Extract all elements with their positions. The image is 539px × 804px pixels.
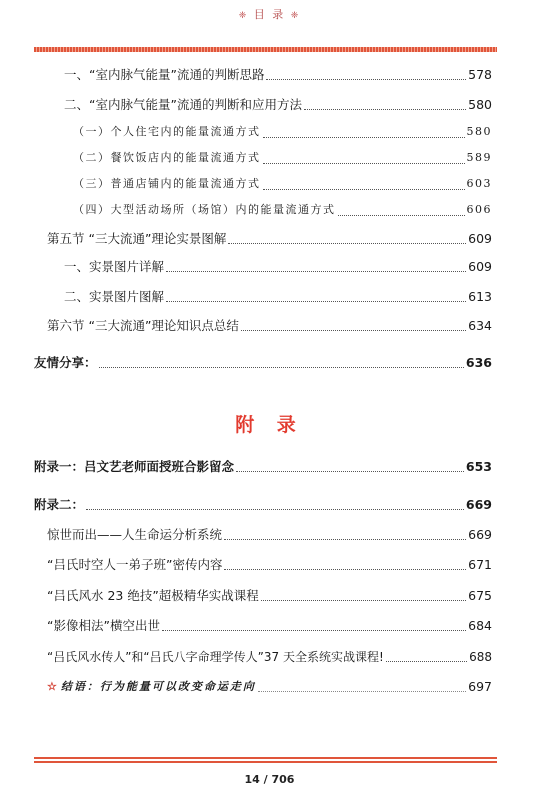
toc-entry[interactable] [73, 201, 492, 219]
toc-entry-label: “吕氏时空人一弟子班”密传内容 [47, 557, 223, 572]
dot-leader [86, 509, 464, 510]
header-title: 目 录 [253, 8, 286, 21]
dot-leader [166, 271, 466, 272]
toc-entry-page: 609 [468, 259, 492, 274]
star-icon: ☆ [47, 680, 59, 693]
toc-entry-page: 636 [465, 355, 492, 370]
toc-entry-page: 606 [466, 203, 492, 216]
toc-entry-page: 603 [466, 177, 492, 190]
bottom-rule [34, 761, 497, 763]
toc-entry[interactable] [34, 496, 492, 514]
toc-entry-label: 一、实景图片详解 [64, 259, 165, 274]
toc-entry-label: “吕氏风水传人”和“吕氏八字命理学传人”37 天全系统实战课程! [47, 650, 384, 664]
toc-entry[interactable] [73, 149, 492, 167]
toc-entry-page: 675 [468, 588, 492, 603]
toc-entry[interactable] [64, 66, 492, 84]
toc-entry-page: 580 [468, 97, 492, 112]
toc-entry[interactable] [64, 258, 492, 276]
page-indicator: 14 / 706 [244, 773, 295, 786]
dot-leader [266, 79, 466, 80]
toc-entry-label: （一）个人住宅内的能量流通方式 [73, 125, 261, 138]
toc-entry-page: 613 [468, 289, 492, 304]
toc-entry[interactable] [64, 96, 492, 114]
toc-entry-page: 684 [468, 618, 492, 633]
toc-entry[interactable] [47, 556, 492, 574]
toc-entry-page: 609 [468, 231, 492, 246]
dot-leader [263, 163, 465, 164]
bottom-rule [34, 757, 497, 759]
toc-entry-page: 589 [466, 151, 492, 164]
toc-entry-page: 578 [468, 67, 492, 82]
toc-entry-page: 671 [468, 557, 492, 572]
toc-entry[interactable] [47, 526, 492, 544]
toc-entry-closing[interactable] [47, 678, 492, 696]
dot-leader [241, 330, 466, 331]
toc-entry[interactable] [47, 230, 492, 248]
toc-entry-label: （四）大型活动场所（场馆）内的能量流通方式 [73, 203, 336, 216]
ornament-icon: ❈ [290, 11, 301, 21]
toc-entry-label: “影像相法”横空出世 [47, 618, 160, 633]
toc-entry-page: 634 [468, 318, 492, 333]
dot-leader [386, 661, 467, 662]
dot-leader [263, 137, 465, 138]
dot-leader [304, 109, 466, 110]
toc-entry-page: 688 [469, 650, 492, 664]
toc-entry-page: 653 [465, 459, 492, 474]
dot-leader [338, 215, 465, 216]
toc-entry-label: 第六节 “三大流通”理论知识点总结 [47, 318, 239, 333]
toc-entry[interactable] [47, 317, 492, 335]
toc-entry-label: 第五节 “三大流通”理论实景图解 [47, 231, 227, 246]
dot-leader [99, 367, 464, 368]
dot-leader [162, 630, 466, 631]
toc-entry-label: （三）普通店铺内的能量流通方式 [73, 177, 261, 190]
toc-entry-page: 580 [466, 125, 492, 138]
toc-entry-page: 669 [468, 527, 492, 542]
toc-entry[interactable] [47, 617, 492, 635]
toc-entry[interactable] [34, 458, 492, 476]
toc-entry[interactable] [34, 354, 492, 372]
toc-entry-label: （二）餐饮饭店内的能量流通方式 [73, 151, 261, 164]
dot-leader [261, 600, 466, 601]
toc-entry-label: 附录一：吕文艺老师面授班合影留念 [34, 459, 235, 474]
toc-entry-label: 惊世而出——人生命运分析系统 [47, 527, 223, 542]
dot-leader [224, 539, 466, 540]
top-rule [34, 47, 497, 52]
toc-entry-label: 结语：行为能量可以改变命运走向 [60, 680, 256, 693]
toc-entry[interactable] [47, 587, 492, 605]
dot-leader [224, 569, 466, 570]
appendix-heading: 附 录 [235, 414, 304, 436]
dot-leader [166, 301, 466, 302]
page-header [0, 6, 539, 22]
toc-entry-label: 一、“室内脉气能量”流通的判断思路 [64, 67, 265, 82]
dot-leader [228, 243, 466, 244]
toc-entry-label: 友情分享： [34, 355, 97, 370]
toc-entry-label: “吕氏风水 23 绝技”超极精华实战课程 [47, 588, 259, 603]
dot-leader [258, 691, 466, 692]
toc-entry-page: 697 [468, 679, 492, 694]
toc-entry[interactable] [73, 123, 492, 141]
toc-entry[interactable] [73, 175, 492, 193]
ornament-icon: ❈ [238, 11, 249, 21]
dot-leader [263, 189, 465, 190]
dot-leader [236, 471, 464, 472]
toc-entry-label: 二、实景图片图解 [64, 289, 165, 304]
toc-entry-label: 二、“室内脉气能量”流通的判断和应用方法 [64, 97, 302, 112]
toc-entry[interactable] [64, 288, 492, 306]
toc-entry-page: 669 [465, 497, 492, 512]
toc-entry[interactable] [47, 648, 492, 666]
toc-entry-label: 附录二： [34, 497, 85, 512]
